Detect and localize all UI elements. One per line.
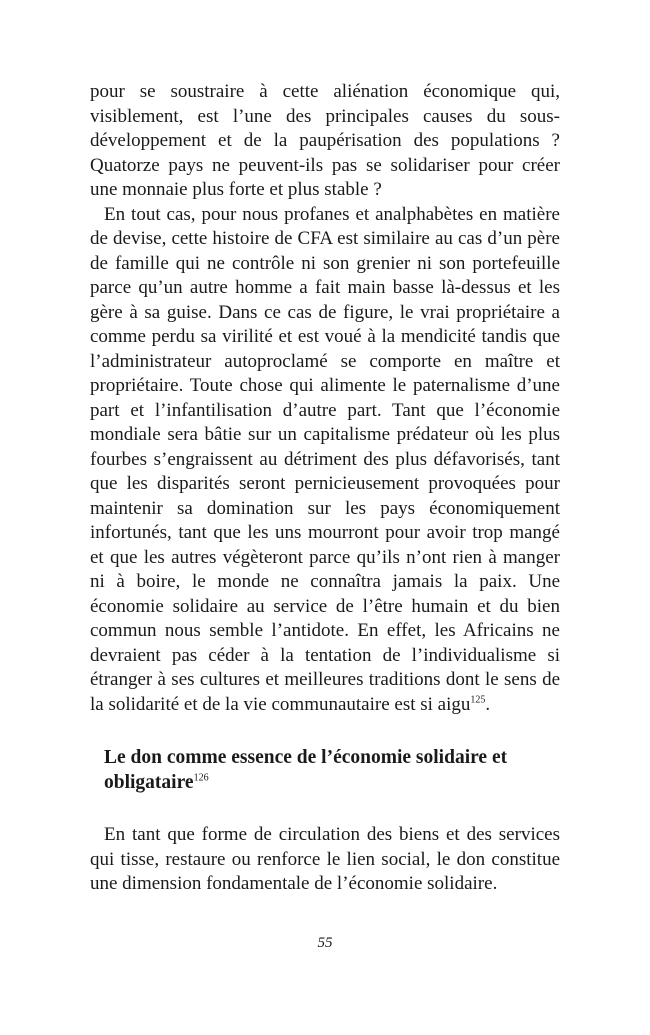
- body-paragraph: En tant que forme de circulation des biens et des services qui tisse, restaure ou renforce le lien social, le don constitue une dimension fondamentale de l’économie solidaire.: [90, 824, 560, 894]
- body-paragraph-with-footnote: [90, 203, 560, 718]
- footnote-reference: 125: [470, 694, 486, 706]
- page-content: [90, 80, 560, 897]
- section-heading: [104, 745, 560, 795]
- body-paragraph: pour se soustraire à cette aliénation économique qui, visiblement, est l’une des principales causes du sous-développement et de la paupérisation des populations ? Quatorze pays ne peuvent-ils pas se solidariser pour créer une monnaie plus forte et plus stable ?: [90, 81, 560, 200]
- section-heading-text: Le don comme essence de l’économie solidaire et obligataire: [104, 747, 508, 793]
- footnote-reference: 126: [193, 772, 209, 784]
- paragraph-text: En tout cas, pour nous profanes et analphabètes en matière de devise, cette histoire de CFA est similaire au cas d’un père de famille qui ne contrôle ni son grenier ni son portefeuille parce qu’un autre homme a fait main basse là-dessus et les gère à sa guise. Dans ce cas de figure, le vrai propriétaire a comme perdu sa virilité et est voué à la mendicité tandis que l’administrateur autoproclamé se comporte en maître et propriétaire. Toute chose qui alimente le paternalisme d’une part et l’infantilisation d’autre part. Tant que l’économie mondiale sera bâtie sur un capitalisme prédateur où les plus fourbes s’engraissent au détriment des plus défavorisés, tant que les disparités seront pernicieusement provoquées pour maintenir sa domination sur les pays économiquement infortunés, tant que les uns mourront pour avoir trop mangé et que les autres végèteront parce qu’ils n’ont rien à manger ni à boire, le monde ne connaîtra jamais la paix. Une économie solidaire au service de l’être humain et du bien commun nous semble l’antidote. En effet, les Africains ne devraient pas céder à la tentation de l’individualisme si étranger à ses cultures et meilleures traditions dont le sens de la solidarité et de la vie communautaire est si aigu: [90, 203, 560, 715]
- page-number: 55: [317, 935, 333, 951]
- paragraph-end-punctuation: .: [485, 693, 491, 715]
